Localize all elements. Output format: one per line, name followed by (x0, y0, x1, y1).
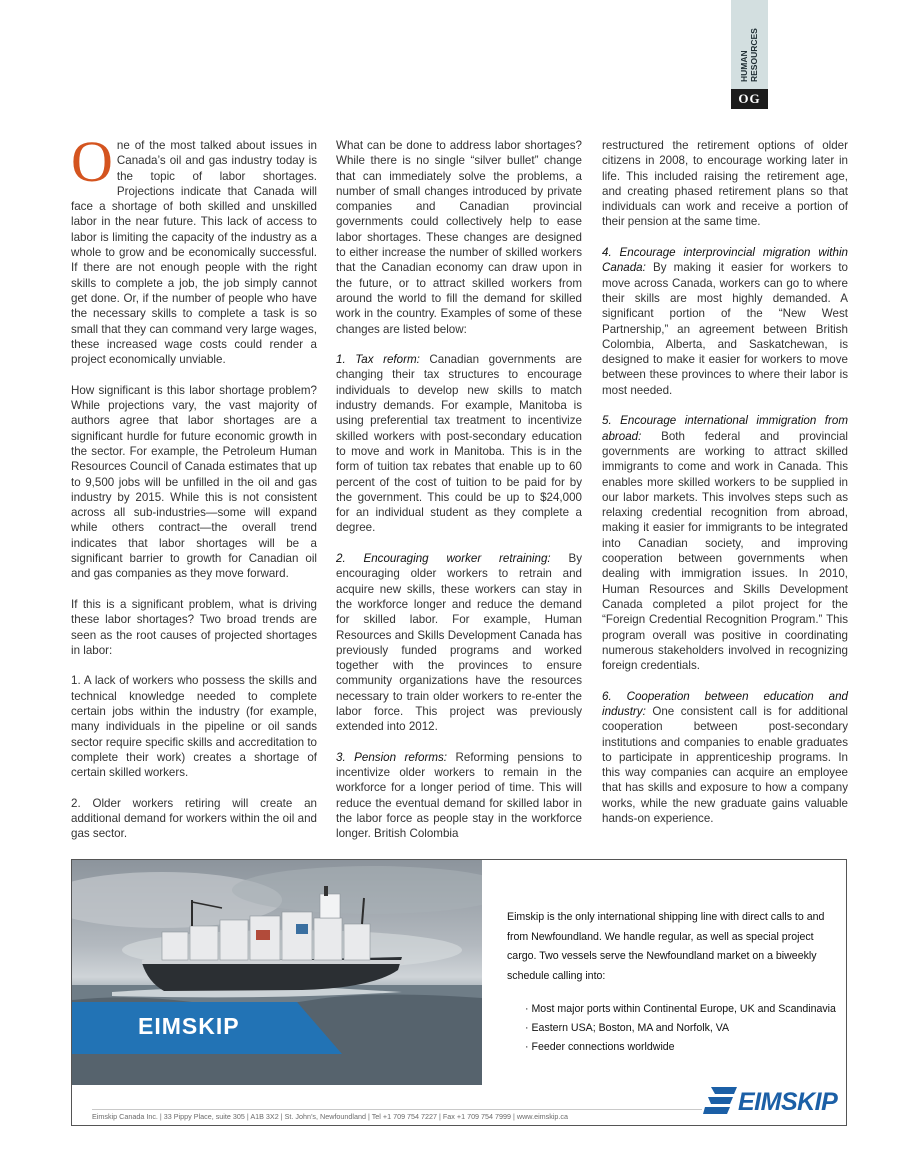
list-item: 3. Pension reforms: Reforming pensions to incentivize older workers to remain in the workforce for a longer period of time. This will reduce the eventual demand for skilled labor in the labor force as people stay in the workforce longer. British Colombia (336, 750, 582, 841)
paragraph: If this is a significant problem, what is driving these labor shortages? Two broad trends are seen as the root causes of projected shortages in labor: (71, 597, 317, 657)
og-badge: OG (731, 89, 768, 109)
list-item: · Most major ports within Continental Europe, UK and Scandinavia (525, 1000, 845, 1019)
item-heading: 2. Encouraging worker retraining: (336, 552, 551, 566)
article-column-3 (602, 138, 848, 842)
footer-divider (92, 1109, 702, 1110)
paragraph: What can be done to address labor shortages? While there is no single “silver bullet” change that can immediately solve the problems, a number of small changes introduced by private companies and Canadian provincial governments could collectively help to ease labor shortages. These changes are designed to either increase the number of skilled workers that the Canadian economy can draw upon in the future, or to attract skilled workers from around the world to fill the demand for skilled work in the country. Examples of some of these changes are listed below: (336, 139, 582, 336)
item-heading: 3. Pension reforms: (336, 750, 448, 764)
eimskip-advertisement (71, 859, 847, 1126)
list-item: 4. Encourage interprovincial migration within Canada: By making it easier for workers to move across Canada, workers can go to where their skills are most highly demanded. A significant portion of the “New West Partnership,” an agreement between British Colombia, Alberta, and Saskatchewan, is designed to make it easier for workers to move between these provinces to where their labor is most needed. (602, 246, 848, 397)
ad-bullet-list (525, 1000, 845, 1057)
paragraph: 1. A lack of workers who possess the skills and technical knowledge needed to complete certain jobs within the industry (for example, many individuals in the pipeline or oil sands sector require specific skills and accreditation to complete their work) creates a shortage of certain skilled workers. (71, 674, 317, 780)
list-item: · Feeder connections worldwide (525, 1038, 845, 1057)
section-label: HUMAN RESOURCES (739, 28, 759, 82)
list-item: 6. Cooperation between education and industry: One consistent call is for additional cooperation between post-secondary institutions and companies to enable graduates to participate in apprenticeship programs. In this way companies can acquire an employee that has skills and exposure to how a company works, while the new graduate gains valuable hands-on experience. (602, 689, 848, 826)
list-item: 5. Encourage international immigration from abroad: Both federal and provincial governments are working to attract skilled immigrants to come and work in Canada. This enables more skilled workers to be supplied in our labor markets. This involves steps such as relaxing credential recognition from abroad, making it easier for immigrants to be integrated into Canadian society, and improving cooperation between governments when dealing with immigration issues. In 2010, Human Resources and Skills Development Canada completed a pilot project for the “Foreign Credential Recognition Program.” This program overall was positive in coordinating numerous stakeholders involved in recognizing foreign credentials. (602, 414, 848, 673)
article-column-1 (71, 129, 317, 857)
item-heading: 4. Encourage interprovincial migration within Canada: (602, 246, 848, 275)
list-item: · Eastern USA; Boston, MA and Norfolk, VA (525, 1019, 845, 1038)
list-item: 1. Tax reform: Canadian governments are changing their tax structures to encourage individuals to develop new skills to match industry demands. For example, Manitoba is using preferential tax treatment to incentivize skilled workers with post-secondary education to move and work in Manitoba. This is in the form of tuition tax rebates that enable up to 60 percent of the cost of tuition to be paid for by the government. This could be up to $24,000 for an individual student as they complete a degree. (336, 353, 583, 535)
paragraph: One of the most talked about issues in Canada’s oil and gas industry today is the topic of labor shortages. Projections indicate that Canada will face a shortage of both skilled and unskilled labor in the near future. This lack of access to labor is limiting the capacity of the industry as a whole to grow and be economically successful. If there are not enough people with the right skills to complete a job, the job simply cannot get done. Or, if the number of people who have the necessary skills to complete a task is so small that they can command very large wages, these increased wage costs could render a project economically unviable. (71, 129, 317, 367)
ad-copy: Eimskip is the only international shipping line with direct calls to and from Newfoundland. We handle regular, as well as special project cargo. Two vessels serve the Newfoundland market on a biweekly schedule calling into: (507, 911, 825, 982)
item-heading: 6. Cooperation between education and industry: (602, 689, 848, 718)
paragraph: 2. Older workers retiring will create an additional demand for workers within the oil and gas sector. (71, 796, 317, 841)
brand-wordmark: EIMSKIP (138, 1013, 240, 1039)
eimskip-logo: EIMSKIP (738, 1088, 838, 1116)
paragraph: restructured the retirement options of older citizens in 2008, to encourage working later in life. This included raising the retirement age, and creating phased retirement plans so that individuals can work and receive a portion of their pension at the same time. (602, 139, 848, 229)
item-heading: 5. Encourage international immigration from abroad: (602, 414, 848, 443)
drop-cap: O (71, 129, 113, 194)
paragraph: How significant is this labor shortage problem? While projections vary, the vast majority of authors agree that labor shortages are a significant hurdle for future economic growth in the sector. For example, the Petroleum Human Resources Council of Canada estimates that up to 9,500 jobs will be unfilled in the oil and gas industry by 2015. While this is not consistent across all sub-industries—some will expand while others contract—the overall trend indicates that labor shortages will be a significant barrier to growth for Canadian oil and gas companies as they move forward. (71, 383, 317, 581)
article-column-2 (336, 138, 582, 857)
list-item: 2. Encouraging worker retraining: By encouraging older workers to retrain and acquire new skills, these workers can stay in the workforce longer and reduce the demand for skilled labor. For example, Human Resources and Skills Development Canada has previously funded programs and worked together with the provinces to ensure community organizations have the resources necessary to train older workers to re-enter the labor force. This project was previously extended into 2012. (336, 552, 582, 734)
ad-footer: Eimskip Canada Inc. | 33 Pippy Place, suite 305 | A1B 3X2 | St. John’s, Newfoundland | Tel +1 709 754 7227 | Fax +1 709 754 7999 | www.eimskip.ca (92, 1112, 569, 1121)
eimskip-logo-icon (703, 1085, 737, 1117)
item-heading: 1. Tax reform: (336, 353, 420, 367)
